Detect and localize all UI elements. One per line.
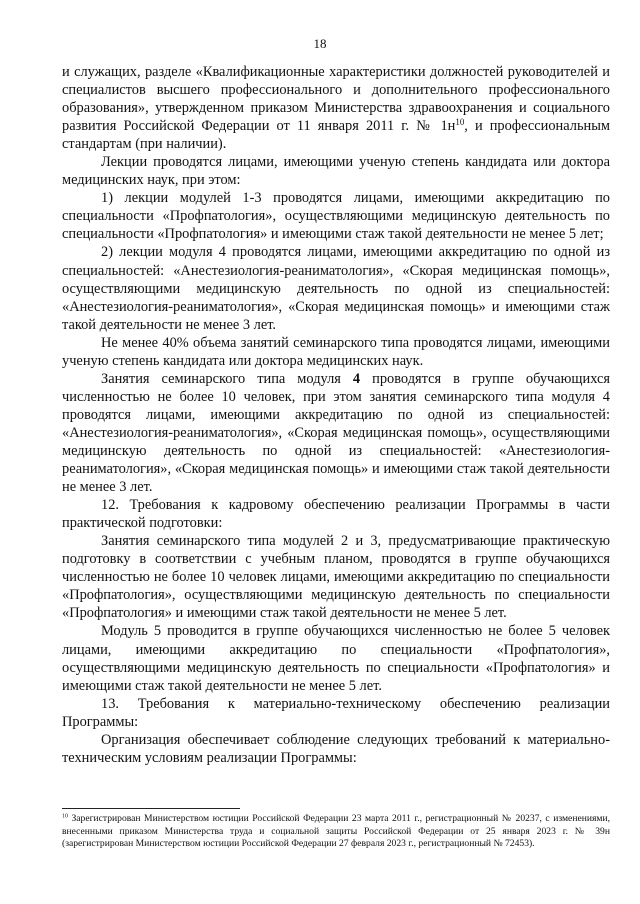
paragraph-seminar-module-4	[62, 370, 610, 496]
paragraph-lectures-modules-1-3: 1) лекции модулей 1-3 проводятся лицами, имеющими аккредитацию по специальности «Профпатология», осуществляющими медицинскую деятельность по специальности «Профпатология» и имеющими стаж такой деятельности не менее 5 лет;	[62, 190, 610, 243]
paragraph-qualification-requirements	[62, 63, 610, 153]
footnote-marker: 10	[62, 813, 68, 820]
paragraph-text: Занятия семинарского типа модуля	[101, 370, 353, 387]
paragraph-text: проводятся в группе обучающихся численностью не более 10 человек, при этом занятия семинарского типа модуля 4 проводятся лицами, имеющими аккредитацию по одной из специальностей: «Анестезиология-реаниматология», «Скорая медицинская помощь», осуществляющими медицинскую деятельность по одной из специальностей: «Анестезиология-реаниматология», «Скорая медицинская помощь» и имеющими стаж такой деятельности не менее 3 лет.	[62, 370, 610, 496]
paragraph-seminar-share: Не менее 40% объема занятий семинарского типа проводятся лицами, имеющими ученую степень кандидата или доктора медицинских наук.	[62, 334, 610, 369]
paragraph-material-requirements: Организация обеспечивает соблюдение следующих требований к материально-техническим условиям реализации Программы:	[62, 731, 610, 766]
footnote-reference: 10	[455, 117, 465, 128]
footnote-body: Зарегистрирован Министерством юстиции Российской Федерации 23 марта 2011 г., регистрационный № 20237, с изменениями, внесенными приказом Министерства труда и социальной защиты Российской Федерации от 25 января 2023 г. № 39н (зарегистрирован Министерством юстиции Российской Федерации 27 февраля 2023 г., регистрационный № 72453).	[62, 813, 610, 849]
paragraph-module-5: Модуль 5 проводится в группе обучающихся численностью не более 5 человек лицами, имеющими аккредитацию по специальности «Профпатология», осуществляющими медицинскую деятельность по специальности «Профпатология» и имеющими стаж такой деятельности не менее 5 лет.	[62, 623, 610, 694]
paragraph-section-13-heading: 13. Требования к материально-техническому обеспечению реализации Программы:	[62, 695, 610, 730]
paragraph-text: и служащих, разделе «Квалификационные характеристики должностей руководителей и специалистов высшего профессионального и дополнительного профессионального образования», утвержденном приказом Министерства здравоохранения и социального развития Российской Федерации от 11 января 2011 г. № 1н	[62, 64, 610, 135]
footnote-separator	[62, 808, 240, 809]
bold-module-number: 4	[352, 370, 361, 387]
footnote-text	[62, 813, 610, 851]
paragraph-text: , и профессиональным стандартам (при наличии).	[62, 118, 610, 153]
paragraph-lectures-module-4: 2) лекции модуля 4 проводятся лицами, имеющими аккредитацию по одной из специальностей: «Анестезиология-реаниматология», «Скорая медицинская помощь», осуществляющими медицинскую деятельность по одной из специальностей: «Анестезиология-реаниматология», «Скорая медицинская помощь» и имеющими стаж такой деятельности не менее 3 лет.	[62, 244, 610, 333]
paragraph-section-12-heading: 12. Требования к кадровому обеспечению реализации Программы в части практической подготовки:	[62, 497, 610, 532]
document-body	[62, 63, 610, 767]
page-number: 18	[313, 36, 327, 51]
footnote	[62, 813, 610, 851]
paragraph-lectures-intro: Лекции проводятся лицами, имеющими ученую степень кандидата или доктора медицинских наук, при этом:	[62, 154, 610, 189]
paragraph-seminar-modules-2-3: Занятия семинарского типа модулей 2 и 3, предусматривающие практическую подготовку в соответствии с учебным планом, проводятся в группе обучающихся численностью не более 10 человек лицами, имеющими аккредитацию по специальности «Профпатология», осуществляющими медицинскую деятельность по специальности «Профпатология» и имеющими стаж такой деятельности не менее 5 лет.	[62, 533, 610, 622]
